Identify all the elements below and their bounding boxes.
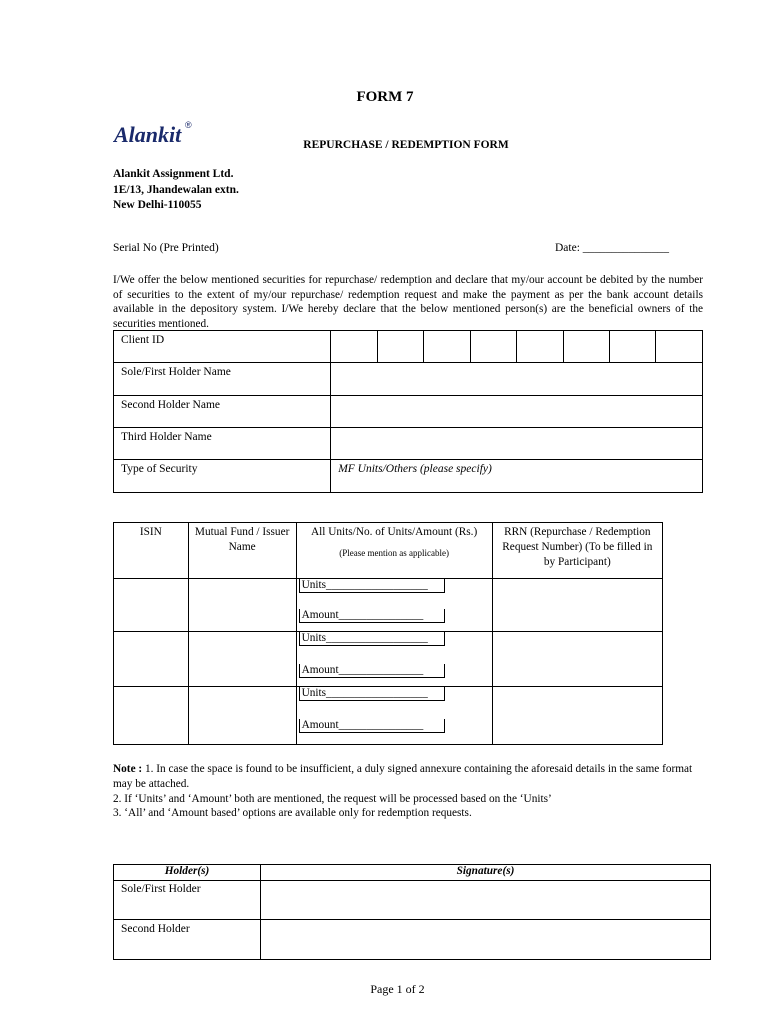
table-row — [114, 331, 703, 363]
logo-text: Alankit — [114, 122, 182, 147]
rrn-cell[interactable] — [492, 579, 662, 632]
units-field[interactable]: Units__________________ — [299, 687, 445, 701]
second-holder-signature-field[interactable] — [261, 920, 711, 960]
logo-registered-mark: ® — [185, 120, 192, 130]
securities-table — [113, 522, 663, 745]
table-row — [114, 632, 663, 687]
security-type-field[interactable]: MF Units/Others (please specify) — [331, 460, 703, 493]
note-2: 2. If ‘Units’ and ‘Amount’ both are mentioned, the request will be processed based on the ‘Units’ — [113, 792, 552, 805]
client-id-box[interactable] — [656, 331, 703, 363]
isin-cell[interactable] — [114, 632, 189, 687]
declaration-text: I/We offer the below mentioned securities for repurchase/ redemption and declare that my/our account be debited by the number of securities to the extent of my/our repurchase/ redemption request and make the payment as per the bank account details available in the depository system. I/We hereby declare that the below mentioned person(s) are the beneficial owners of the securities mentioned. — [113, 274, 703, 331]
company-address — [113, 167, 239, 214]
fund-name-header: Mutual Fund / Issuer Name — [188, 523, 296, 579]
units-header-title: All Units/No. of Units/Amount (Rs.) — [310, 526, 478, 538]
serial-number-label: Serial No (Pre Printed) — [113, 242, 219, 254]
address-line: New Delhi-110055 — [113, 199, 202, 211]
form-subtitle: REPURCHASE / REDEMPTION FORM — [303, 139, 509, 151]
units-amount-cell — [296, 687, 492, 745]
holders-header: Holder(s) — [114, 865, 261, 881]
client-id-box[interactable] — [377, 331, 423, 363]
second-holder-label: Second Holder Name — [114, 396, 331, 428]
page-number: Page 1 of 2 — [370, 982, 425, 996]
amount-field[interactable]: Amount_______________ — [299, 719, 445, 733]
table-row — [114, 363, 703, 396]
address-line: Alankit Assignment Ltd. — [113, 168, 234, 180]
fund-name-cell[interactable] — [188, 579, 296, 632]
third-holder-label: Third Holder Name — [114, 428, 331, 460]
signatures-header: Signature(s) — [261, 865, 711, 881]
table-header-row — [114, 523, 663, 579]
first-holder-label: Sole/First Holder Name — [114, 363, 331, 396]
first-holder-field[interactable] — [331, 363, 703, 396]
first-holder-signature-field[interactable] — [261, 881, 711, 920]
table-row — [114, 460, 703, 493]
client-id-label: Client ID — [114, 331, 331, 363]
rrn-cell[interactable] — [492, 687, 662, 745]
table-row — [114, 579, 663, 632]
table-row — [114, 881, 711, 920]
security-type-label: Type of Security — [114, 460, 331, 493]
client-id-box[interactable] — [563, 331, 609, 363]
second-holder-sign-label: Second Holder — [114, 920, 261, 960]
note-1 — [113, 762, 703, 792]
first-holder-sign-label: Sole/First Holder — [114, 881, 261, 920]
client-id-box[interactable] — [517, 331, 563, 363]
signature-table — [113, 864, 711, 960]
units-header-hint: (Please mention as applicable) — [339, 548, 449, 558]
units-amount-cell — [296, 632, 492, 687]
fund-name-cell[interactable] — [188, 687, 296, 745]
second-holder-field[interactable] — [331, 396, 703, 428]
fund-name-cell[interactable] — [188, 632, 296, 687]
table-row — [114, 920, 711, 960]
third-holder-field[interactable] — [331, 428, 703, 460]
form-number: FORM 7 — [356, 89, 414, 105]
table-row — [114, 687, 663, 745]
note-3: 3. ‘All’ and ‘Amount based’ options are available only for redemption requests. — [113, 807, 472, 820]
note-1-text: 1. In case the space is found to be insufficient, a duly signed annexure containing the aforesaid details in the same format may be attached. — [113, 763, 693, 790]
note-label: Note : — [113, 763, 143, 775]
rrn-header: RRN (Repurchase / Redemption Request Number) (To be filled in by Participant) — [492, 523, 662, 579]
isin-header: ISIN — [114, 523, 189, 579]
table-header-row — [114, 865, 711, 881]
client-id-box[interactable] — [424, 331, 470, 363]
table-row — [114, 428, 703, 460]
units-amount-cell — [296, 579, 492, 632]
client-id-box[interactable] — [331, 331, 377, 363]
date-field[interactable]: Date: _______________ — [555, 242, 670, 254]
client-id-box[interactable] — [470, 331, 516, 363]
units-field[interactable]: Units__________________ — [299, 579, 445, 593]
amount-field[interactable]: Amount_______________ — [299, 664, 445, 678]
address-line: 1E/13, Jhandewalan extn. — [113, 183, 239, 196]
amount-field[interactable]: Amount_______________ — [299, 609, 445, 623]
notes-section — [113, 762, 703, 821]
units-header — [296, 523, 492, 579]
table-row — [114, 396, 703, 428]
isin-cell[interactable] — [114, 579, 189, 632]
isin-cell[interactable] — [114, 687, 189, 745]
units-field[interactable]: Units__________________ — [299, 632, 445, 646]
client-id-box[interactable] — [610, 331, 656, 363]
client-details-table — [113, 330, 703, 493]
rrn-cell[interactable] — [492, 632, 662, 687]
